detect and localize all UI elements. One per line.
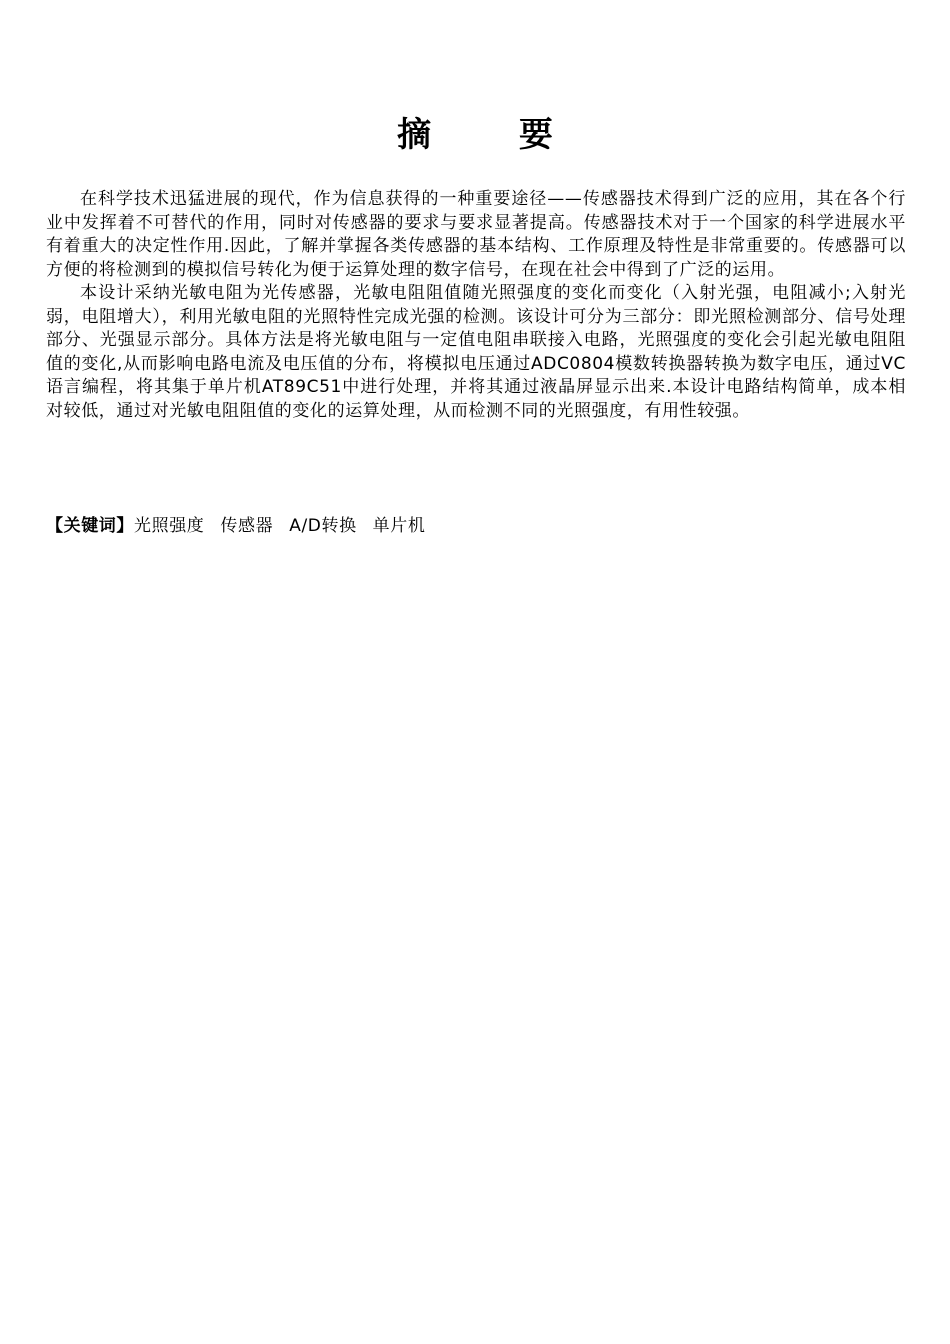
keyword-item: 传感器 bbox=[220, 516, 274, 536]
keyword-item: 光照强度 bbox=[134, 516, 205, 536]
page-title: 摘 要 bbox=[397, 114, 591, 155]
keywords-line bbox=[46, 514, 906, 538]
keyword-item: A/D转换 bbox=[289, 516, 357, 536]
keywords-label: 【关键词】 bbox=[46, 516, 134, 536]
abstract-paragraph-2: 本设计采纳光敏电阻为光传感器，光敏电阻阻值随光照强度的变化而变化（入射光强，电阻减小;入射光弱，电阻增大），利用光敏电阻的光照特性完成光强的检测。该设计可分为三部分：即光照检测部分、信号处理部分、光强显示部分。具体方法是将光敏电阻与一定值电阻串联接入电路，光照强度的变化会引起光敏电阻阻值的变化,从而影响电路电流及电压值的分布，将模拟电压通过ADC0804模数转换器转换为数字电压，通过VC语言编程，将其集于单片机AT89C51中进行处理，并将其通过液晶屏显示出来.本设计电路结构简单，成本相对较低，通过对光敏电阻阻值的变化的运算处理，从而检测不同的光照强度，有用性较强。 bbox=[46, 283, 906, 421]
keyword-item: 单片机 bbox=[372, 516, 426, 536]
abstract-body bbox=[46, 188, 906, 423]
abstract-paragraph-1: 在科学技术迅猛进展的现代，作为信息获得的一种重要途径——传感器技术得到广泛的应用，其在各个行业中发挥着不可替代的作用，同时对传感器的要求与要求显著提高。传感器技术对于一个国家的科学进展水平有着重大的决定性作用.因此，了解并掌握各类传感器的基本结构、工作原理及特性是非常重要的。传感器可以方便的将检测到的模拟信号转化为便于运算处理的数字信号，在现在社会中得到了广泛的运用。 bbox=[46, 189, 906, 280]
